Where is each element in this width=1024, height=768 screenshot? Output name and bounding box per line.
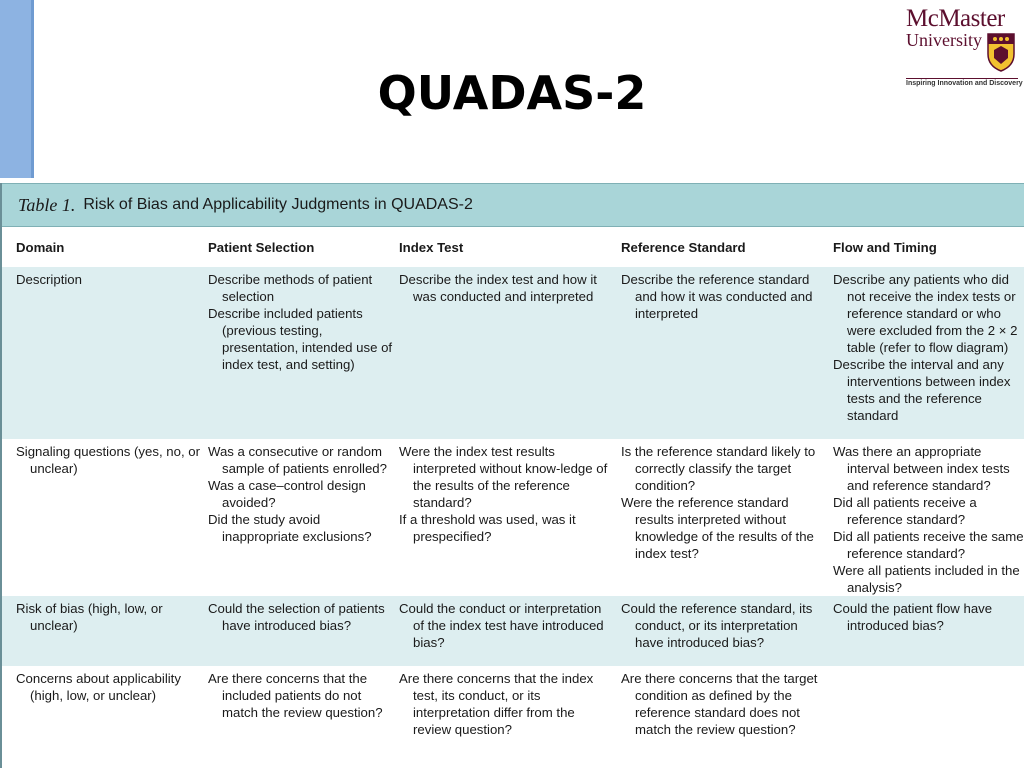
header-reference-standard: Reference Standard (621, 239, 746, 255)
cell-item: Describe the index test and how it was conducted and interpreted (399, 272, 597, 304)
logo-name: McMaster (906, 5, 1005, 32)
domain-cell (2, 267, 202, 439)
domain-cell (2, 666, 202, 766)
cell-item: Were the reference standard results interpreted without knowledge of the results of the index test? (621, 495, 814, 561)
cell-item: Did all patients receive a reference standard? (833, 495, 977, 527)
header-domain: Domain (16, 239, 65, 255)
logo-divider (906, 78, 1018, 79)
table-caption (2, 183, 1024, 227)
cell-item: Was a case–control design avoided? (208, 478, 366, 510)
cell-item: Describe any patients who did not receive the index tests or reference standard or who were excluded from the 2 × 2 table (refer to flow diagram) (833, 272, 1018, 355)
domain-label: Signaling questions (yes, no, or unclear) (16, 444, 201, 476)
index-test-cell (393, 439, 615, 596)
index-test-cell (393, 596, 615, 666)
cell-item: Are there concerns that the target condition as defined by the reference standard does not match the review question? (621, 671, 818, 737)
mcmaster-logo (906, 5, 1023, 88)
table-row (2, 666, 1024, 766)
header-patient-selection: Patient Selection (208, 239, 315, 255)
cell-item: Could the conduct or interpretation of the index test have introduced bias? (399, 601, 604, 650)
domain-label: Risk of bias (high, low, or unclear) (16, 601, 163, 633)
cell-item: Did the study avoid inappropriate exclusions? (208, 512, 372, 544)
header-flow-timing: Flow and Timing (833, 239, 937, 255)
reference-standard-cell (615, 666, 827, 766)
domain-cell (2, 439, 202, 596)
cell-item: Describe the interval and any interventions between index tests and the reference standard (833, 357, 1011, 423)
cell-item: Are there concerns that the included patients do not match the review question? (208, 671, 383, 720)
patient-selection-cell (202, 267, 393, 439)
cell-item: If a threshold was used, was it prespecified? (399, 512, 576, 544)
cell-item: Describe included patients (previous testing, presentation, intended use of index test, and setting) (208, 306, 393, 372)
cell-item: Could the selection of patients have introduced bias? (208, 601, 385, 633)
flow-timing-cell (827, 596, 1024, 666)
quadas-table (0, 183, 1024, 768)
cell-item: Were the index test results interpreted without know-ledge of the results of the reference standard? (399, 444, 608, 510)
judgments-table (2, 227, 1024, 766)
cell-item: Were all patients included in the analysis? (833, 563, 1020, 595)
table-caption-label: Table 1. (18, 194, 76, 215)
table-row (2, 596, 1024, 666)
cell-item: Did all patients receive the same reference standard? (833, 529, 1024, 561)
cell-item: Was there an appropriate interval between index tests and reference standard? (833, 444, 1010, 493)
flow-timing-cell (827, 666, 1024, 766)
table-caption-text: Risk of Bias and Applicability Judgments in QUADAS-2 (83, 196, 473, 213)
index-test-cell (393, 666, 615, 766)
reference-standard-cell (615, 596, 827, 666)
cell-item: Are there concerns that the index test, its conduct, or its interpretation differ from the review question? (399, 671, 594, 737)
flow-timing-cell (827, 439, 1024, 596)
flow-timing-cell (827, 267, 1024, 439)
index-test-cell (393, 267, 615, 439)
header-row (2, 227, 1024, 267)
header-index-test: Index Test (399, 239, 464, 255)
cell-item: Could the reference standard, its conduct, or its interpretation have introduced bias? (621, 601, 813, 650)
logo-tagline: Inspiring Innovation and Discovery (906, 80, 1023, 87)
reference-standard-cell (615, 439, 827, 596)
cell-item: Describe the reference standard and how it was conducted and interpreted (621, 272, 813, 321)
domain-label: Description (16, 272, 82, 287)
crest-icon (986, 32, 1016, 72)
patient-selection-cell (202, 666, 393, 766)
cell-item: Was a consecutive or random sample of patients enrolled? (208, 444, 387, 476)
cell-item: Is the reference standard likely to correctly classify the target condition? (621, 444, 816, 493)
table-row (2, 439, 1024, 596)
logo-university: University (906, 30, 982, 50)
patient-selection-cell (202, 596, 393, 666)
domain-label: Concerns about applicability (high, low, or unclear) (16, 671, 181, 703)
cell-item: Could the patient flow have introduced bias? (833, 601, 993, 633)
patient-selection-cell (202, 439, 393, 596)
cell-item: Describe methods of patient selection (208, 272, 373, 304)
table-row (2, 267, 1024, 439)
slide-title: QUADAS-2 (377, 66, 647, 120)
reference-standard-cell (615, 267, 827, 439)
domain-cell (2, 596, 202, 666)
